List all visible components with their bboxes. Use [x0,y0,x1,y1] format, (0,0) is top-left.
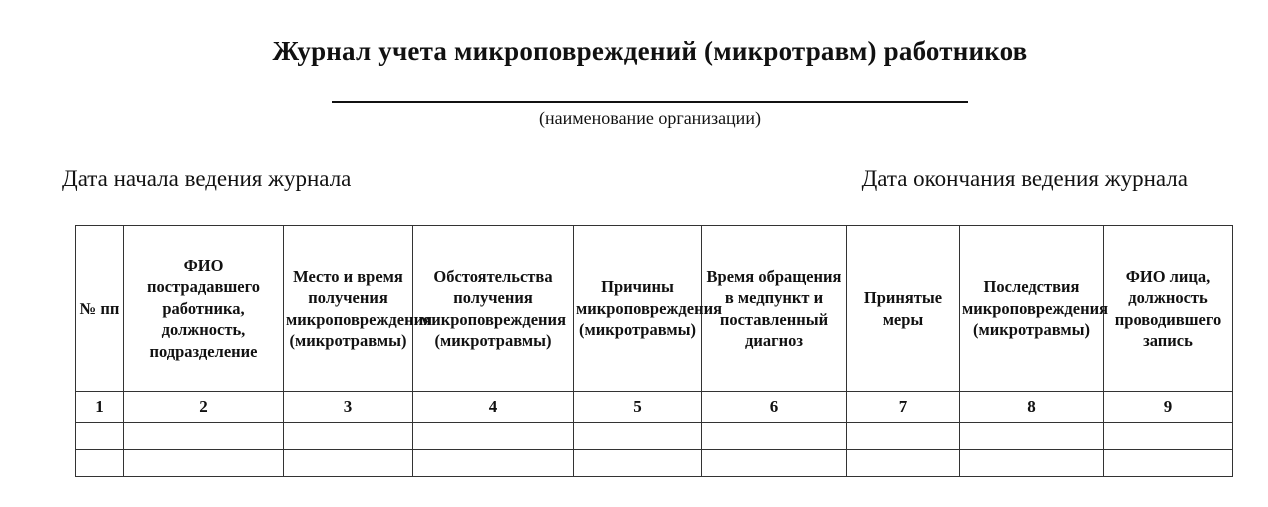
column-number: 7 [847,392,960,423]
column-number: 4 [413,392,574,423]
organization-name-line [332,101,968,103]
column-header-causes: Причины микроповреждения (микротравмы) [574,226,702,392]
column-number-row [76,392,1233,423]
table-cell[interactable] [574,450,702,477]
column-header-recorder: ФИО лица, должность проводившего запись [1104,226,1233,392]
column-header-consequences: Последствия микроповреждения (микротравмы) [960,226,1104,392]
column-header-circumstances: Обстоятельства получения микроповреждения (микротравмы) [413,226,574,392]
table-cell[interactable] [1104,450,1233,477]
table-cell[interactable] [76,423,124,450]
table-cell[interactable] [124,450,284,477]
journal-title: Журнал учета микроповреждений (микротравм) работников [272,36,1028,66]
table-cell[interactable] [76,450,124,477]
table-row [76,423,1233,450]
column-number: 5 [574,392,702,423]
table-cell[interactable] [284,423,413,450]
table-cell[interactable] [413,450,574,477]
column-header-medical-visit: Время обращения в медпункт и поставленный диагноз [702,226,847,392]
column-number: 1 [76,392,124,423]
table-cell[interactable] [960,450,1104,477]
organization-caption: (наименование организации) [539,108,761,128]
journal-table [75,225,1233,477]
header-row [76,226,1233,392]
table-cell[interactable] [702,450,847,477]
column-number: 3 [284,392,413,423]
table-cell[interactable] [284,450,413,477]
table-cell[interactable] [413,423,574,450]
date-start-label: Дата начала ведения журнала [62,166,352,191]
table-cell[interactable] [702,423,847,450]
column-header-victim-name: ФИО пострадавшего работника, должность, подразделение [124,226,284,392]
column-header-place-time: Место и время получения микроповреждения (микротравмы) [284,226,413,392]
table-cell[interactable] [847,423,960,450]
column-number: 6 [702,392,847,423]
date-end-label: Дата окончания ведения журнала [861,166,1188,191]
column-number: 8 [960,392,1104,423]
table-cell[interactable] [847,450,960,477]
table-cell[interactable] [574,423,702,450]
column-number: 2 [124,392,284,423]
table-row [76,450,1233,477]
column-header-measures: Принятые меры [847,226,960,392]
column-header-number: № пп [76,226,124,392]
table-cell[interactable] [1104,423,1233,450]
table-cell[interactable] [960,423,1104,450]
table-cell[interactable] [124,423,284,450]
column-number: 9 [1104,392,1233,423]
